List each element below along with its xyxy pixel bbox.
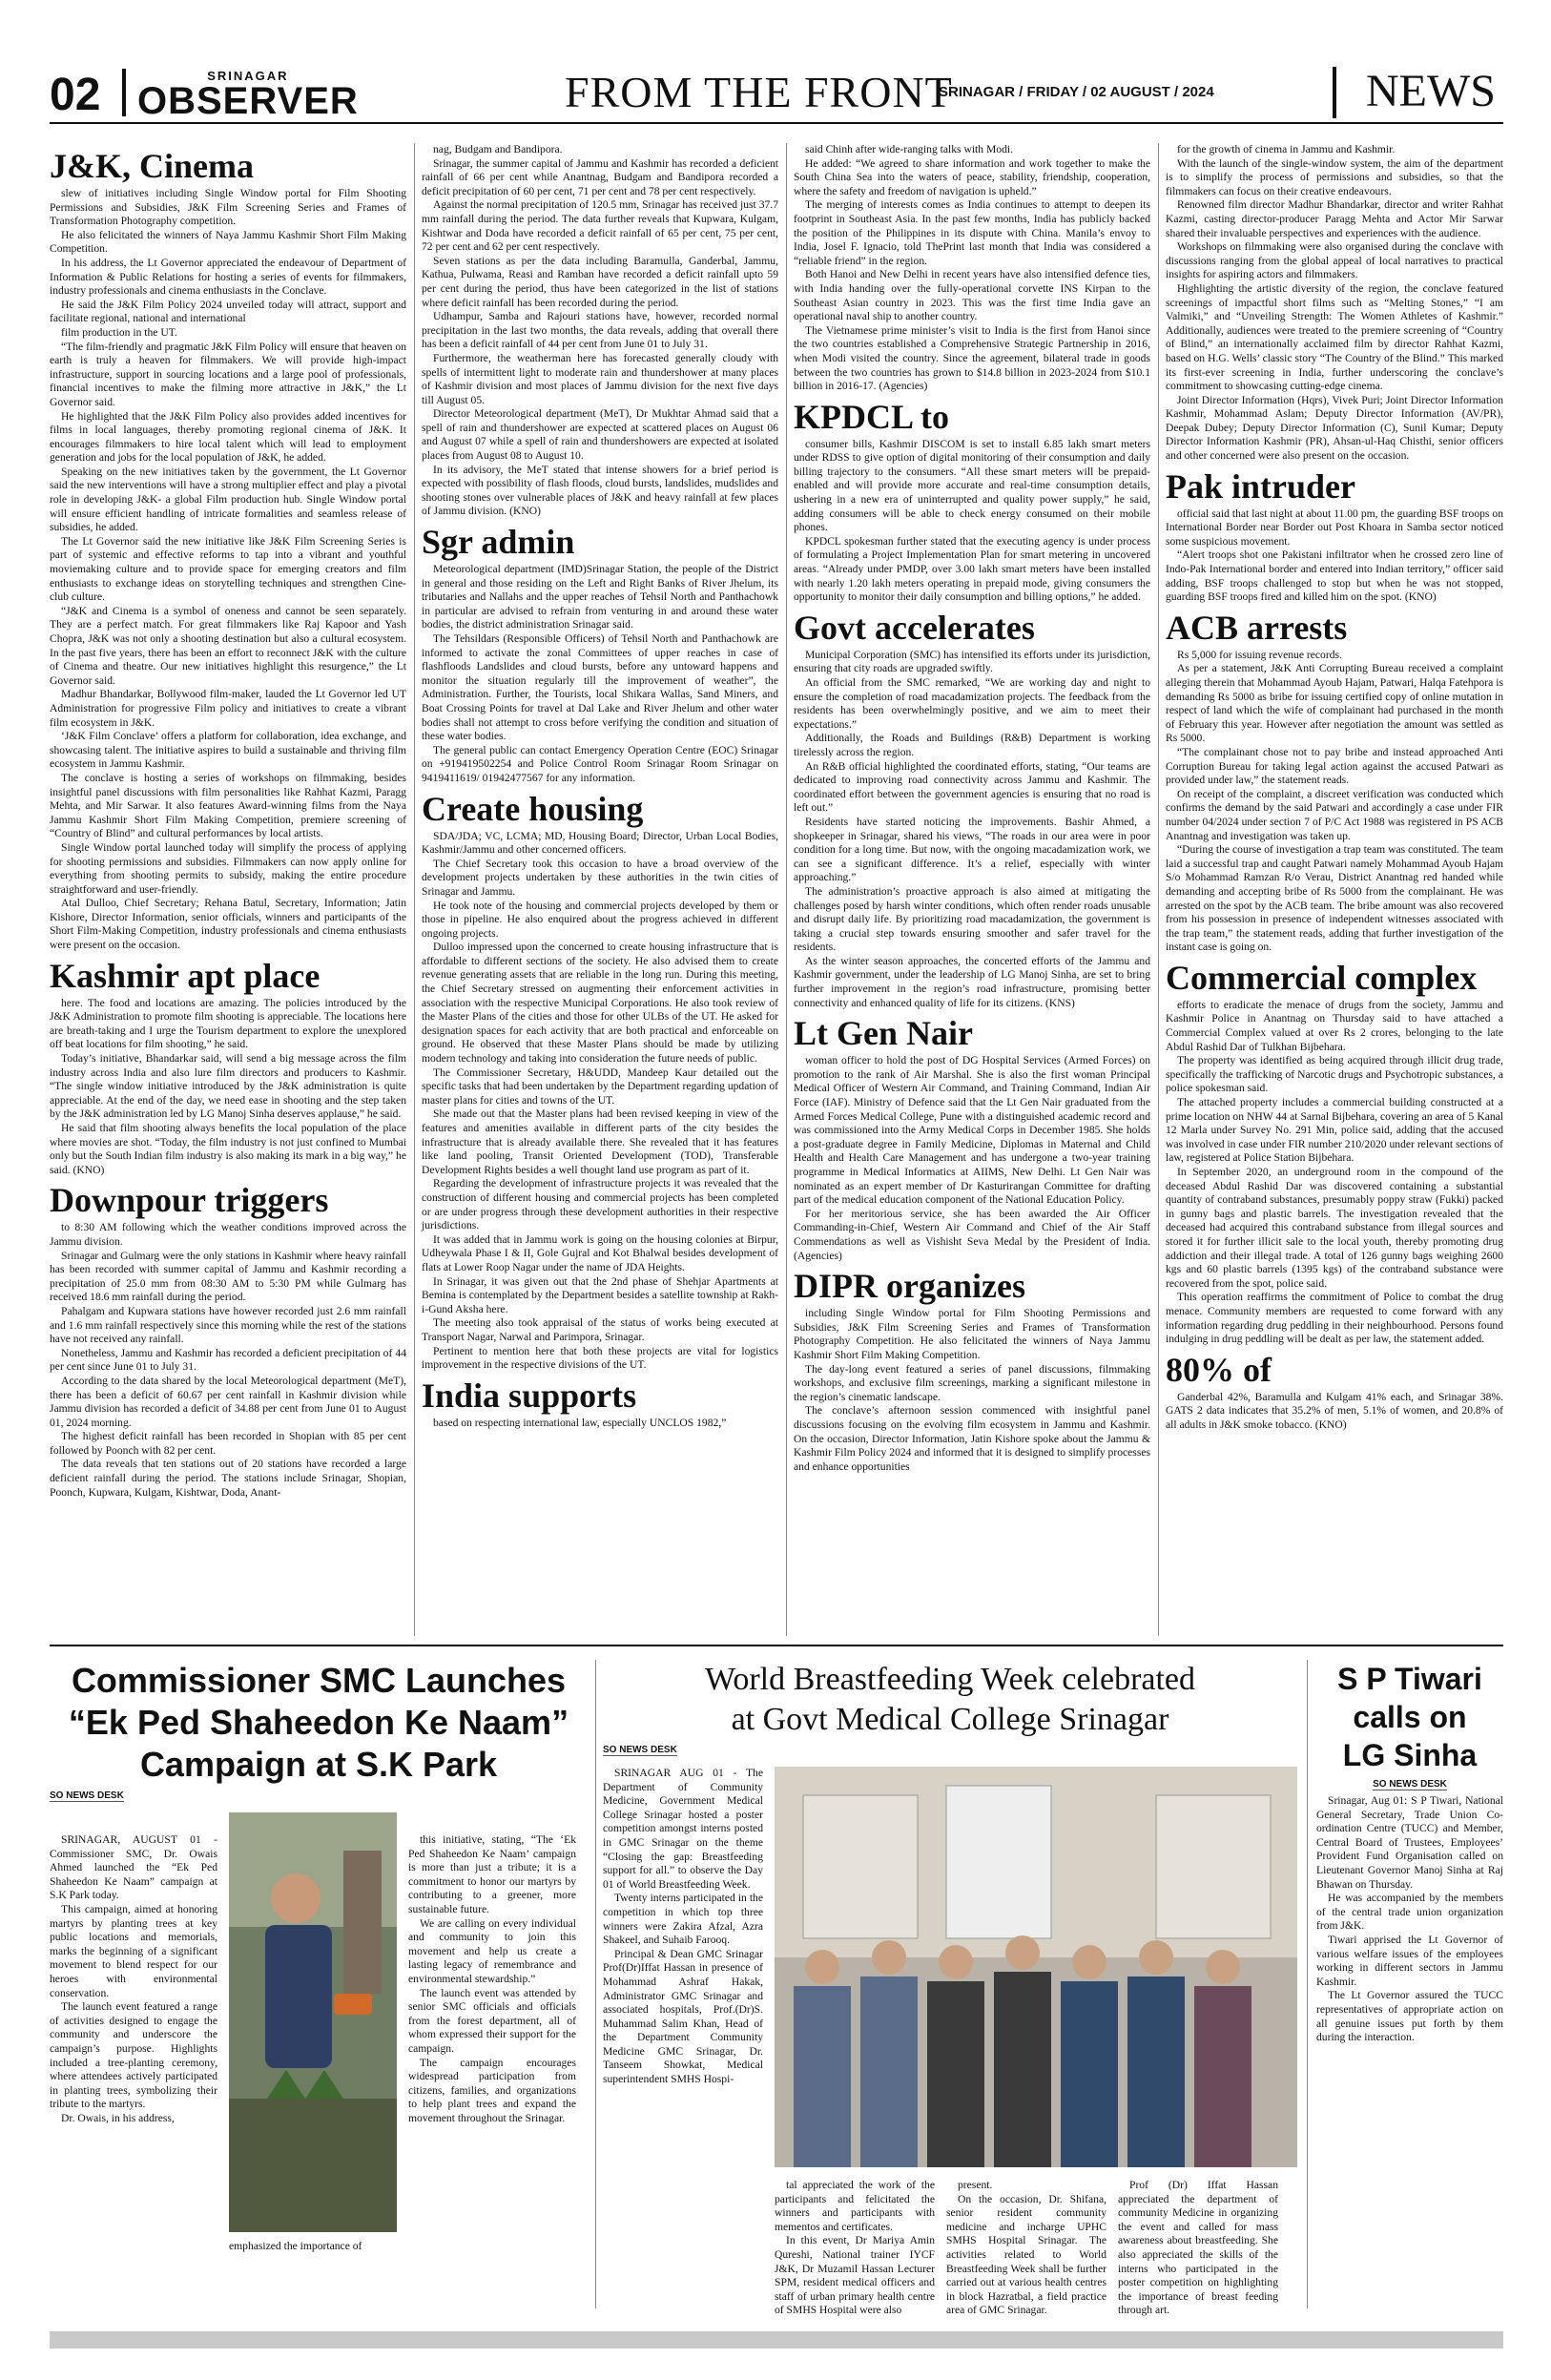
story-paragraph: The Lt Governor assured the TUCC representatives of appropriate action on all genuine issues put forth by them during the interaction. [1316,1989,1503,2044]
story-headline: KPDCL to [794,397,950,436]
story-paragraph: Regarding the development of infrastructure projects it was revealed that the construction of different housing and commercial projects has been completed or are under progress through these development authorities in their respective jurisdictions. [422,1177,778,1232]
story-paragraph: Dr. Owais, in his address, [61,2111,175,2124]
wbw-col-3 [946,2179,1106,2318]
tiwari-body [1316,1794,1503,2045]
dateline: SRINAGAR / FRIDAY / 02 AUGUST / 2024 [939,84,1214,100]
story-paragraph: Joint Director Information (Hqrs), Vivek Puri; Joint Director Information Kashmir, Mohammad Aslam; Deputy Director Information (AV/PR), Deepak Dubey; Deputy Director Information (C), Sunil Kumar; Deputy Director Information Kashmir (PR), Ahsan-ul-Haq Chisthi, senior officers and other concerned were also present on the occasion. [1166,393,1503,463]
story-paragraph: this initiative, stating, “The ‘Ek Ped Shaheedon Ke Naam’ campaign is more than just a tribute; it is a commitment to honor our martyrs by contributing to a greener, more sustainable future. [408,1833,576,1915]
story-paragraph: Pertinent to mention here that both these projects are vital for logistics improvement in the respective divisions of the UT. [422,1344,778,1372]
story-paragraph: “J&K and Cinema is a symbol of oneness and cannot be seen separately. They are a perfect match. For great filmmakers like Raj Kapoor and Yash Chopra, J&K was not only a shooting destination but also a cultural ecosystem. In the past five years, there has been an effort to reconnect J&K with the culture of Cinema and theatre. Our new initiatives highlight this resurgence,” the Lt Governor said. [50,604,406,687]
story-headline: Sgr admin [422,523,575,562]
story-paragraph: Dulloo impressed upon the concerned to create housing infrastructure that is affordable to different sections of the society. He also advised them to create revenue generating assets that are reliable in the long run. During this meeting, the Chief Secretary stressed on augmenting their enforcement activities in association with the respective Municipal Corporations. He also took review of the Master Plans of the cities and those for other ULBs of the UT. He asked for designation spaces for each activity that are both practical and enforceable on ground. He observed that these Master Plans should be made by utilizing modern technology and taking into consideration the future needs of public. [422,941,778,1066]
story-paragraph: Srinagar, Aug 01: S P Tiwari, National General Secretary, Trade Union Co-ordination Centre (TUCC) and Member, Central Board of Trustees, Employees’ Provident Fund Organisation called on Lieutenant Governor Manoj Sinha at Raj Bhawan on Thursday. [1316,1794,1503,1891]
story-paragraph: The conclave is hosting a series of workshops on filmmaking, besides insightful panel discussions with film personalities like Rahhat Kazmi, Paragg Mehta, and Mir Sarwar. It also features Award-winning films from the Naya Jammu Kashmir Short Film Making Competition, premiere screening of “Country of Blind” and cultural performances by local artists. [50,771,406,840]
story-paragraph: Single Window portal launched today will simplify the process of applying for shooting permissions and subsidies. Filmmakers can now apply online for everything from shooting permits to subsidy, making the entire procedure straightforward and user-friendly. [50,840,406,896]
story-headline: Create housing [422,789,644,828]
masthead [50,63,1503,124]
smc-under-photo: emphasized the importance of [229,2240,362,2252]
story-paragraph: Madhur Bhandarkar, Bollywood film-maker, lauded the Lt Governor led UT Administration for progressive Film policy and initiatives to create a vibrant film ecosystem in J&K. [50,688,406,729]
story-paragraph: Today’s initiative, Bhandarkar said, will send a big message across the film industry across India and also lure film directors and producers to Kashmir. “The single window initiative introduced by the J&K administration is quite appreciable. At the end of the day, we need ease in shooting and the step taken by the J&K administration led by LG Manoj Sinha deserves applause,” he said. [50,1052,406,1121]
smc-headline [50,1660,588,1786]
story-paragraph: Against the normal precipitation of 120.5 mm, Srinagar has received just 37.7 mm rainfall during the period. The data further reveals that Kupwara, Kulgam, Kishtwar and Doda have recorded a deficit rainfall of 65 per cent, 75 per cent, 72 per cent and 62 per cent respectively. [422,198,778,254]
divider [122,69,126,116]
story-paragraph: Speaking on the new initiatives taken by the government, the Lt Governor said the new interventions will have a strong multiplier effect and play a pivotal role in developing J&K- a global Film production hub. Single Window portal will ensure efficient handling of intricate formalities and seamless release of subsidies, he added. [50,465,406,534]
story-paragraph: Principal & Dean GMC Srinagar Prof(Dr)Iffat Hassan in presence of Mohammad Ashraf Hakak, Administrator GMC Srinagar and associated hospitals, Prof.(Dr)S. Muhammad Salim Khan, Head of the Department Community Medicine GMC Srinagar, Dr. Tanseem Showkat, Medical superintendent SMHS Hospi- [603,1947,763,2086]
story-paragraph: film production in the UT. [61,325,177,339]
publication-name: OBSERVER [137,80,359,122]
story-paragraph: He added: “We agreed to share information and work together to make the South China Sea into the waters of peace, stability, friendship, cooperation, where the safety and freedom of navigation is upheld.” [794,156,1150,197]
story-paragraph: Pahalgam and Kupwara stations have however recorded just 2.6 mm rainfall and 1.6 mm rainfall respectively since this morning while the rest of the stations have not received any rainfall. [50,1304,406,1346]
headline-line: World Breastfeeding Week celebrated [704,1662,1196,1697]
story-paragraph: In Srinagar, it was given out that the 2nd phase of Shehjar Apartments at Bemina is contemplated by the Department besides a satellite township at Rakh-i-Gund Aksha here. [422,1274,778,1315]
story-paragraph: Meteorological department (IMD)Srinagar Station, the people of the District in general and those residing on the Left and Right Banks of River Jhelum, its tributaries and Nallahs and the upper reaches of Tehsil North and Panthachowk in particular are advised to refrain from venturing in and around these water bodies, the district administration Srinagar said. [422,563,778,631]
story-paragraph: As per a statement, J&K Anti Corrupting Bureau received a complaint alleging therein that Mohammad Ayoub Hajam, Patwari, Halqa Fatehpora is demanding Rs 5000 as bribe for issuing certified copy of online mutation in respect of land which the wife of complainant had purchased in the month of February this year. However after negotiation the amount was settled as Rs 5000. [1166,662,1503,745]
story-paragraph: We are calling on every individual and community to join this movement and help us create a lasting legacy of remembrance and environmental stewardship.” [408,1916,576,1985]
story-paragraph: “The complainant chose not to pay bribe and instead approached Anti Corruption Bureau for taking legal action against the accused Patwari as provided under law,” the statement reads. [1166,745,1503,787]
story-headline: 80% of [1166,1350,1272,1389]
story-paragraph: official said that last night at about 11.00 pm, the guarding BSF troops on International Border near Border out Post Khoara in Samba sector noticed some suspicious movement. [1166,507,1503,548]
story-paragraph: Municipal Corporation (SMC) has intensified its efforts under its jurisdiction, ensuring that city roads are upgraded swiftly. [794,648,1150,675]
story-paragraph: Prof (Dr) Iffat Hassan appreciated the department of community Medicine in organizing the event and called for mass awareness about breastfeeding. She also appreciated the skills of the interns who participated in the poster competition on highlighting the importance of breast feeding through art. [1118,2179,1278,2317]
story-paragraph: For her meritorious service, she has been awarded the Air Officer Commanding-in-Chief, Western Air Command and Chief of the Air Staff Commendations as well as Vishisht Seva Medal by the President of India. (Agencies) [794,1207,1150,1262]
byline: SO NEWS DESK [50,1790,124,1801]
story-paragraph: SRINAGAR, AUGUST 01 - Commissioner SMC, Dr. Owais Ahmed launched the “Ek Ped Shaheedon Ke Naam” campaign at S.K Park today. [50,1833,217,1902]
story-paragraph: nag, Budgam and Bandipora. [433,143,563,155]
column-4 [1166,143,1503,1636]
publication-city: SRINAGAR [207,69,289,83]
story-paragraph: He said the J&K Film Policy 2024 unveiled today will attract, support and facilitate regional, national and international [50,298,406,325]
story-paragraph: On receipt of the complaint, a discreet verification was conducted which confirms the demand by the said Patwari and accordingly a case under FIR number 04/2024 under section 7 of P/C Act 1988 was registered in PS ACB Anantnag and investigation was taken up. [1166,787,1503,842]
story-paragraph: KPDCL spokesman further stated that the executing agency is under process of formulating a Project Implementation Plan for smart metering in uncovered areas. “Already under PMDP, over 3.00 lakh smart meters have been installed with nearly 1.20 lakh meters operating in prepaid mode, giving consumers the opportunity to monitor their daily consumption and billing options,” he added. [794,534,1150,604]
story-paragraph: An R&B official highlighted the coordinated efforts, stating, “Our teams are dedicated to improving road connectivity across Jammu and Kashmir. The coordinated effort between the government agencies is ensuring that no road is left out.” [794,759,1150,815]
story-headline: India supports [422,1376,637,1415]
story-paragraph: “Alert troops shot one Pakistani infiltrator when he crossed zero line of Indo-Pak International border and entered into Indian territory,” officer said adding, BSF troops challenged to stop but when he was not stopped, guarding BSF troops fired and killed him on the spot. (KNO) [1166,548,1503,604]
breastfeeding-story [603,1660,1297,2317]
wbw-headline [603,1660,1297,1740]
story-paragraph: said Chinh after wide-ranging talks with Modi. [805,143,1013,155]
story-paragraph: He highlighted that the J&K Film Policy also provides added incentives for films in local languages, thereby promoting regional cinema of J&K. It encourages filmmakers to hire local talent which will lead to employment generation and jobs for the local population of J&K, he added. [50,409,406,465]
story-paragraph: “During the course of investigation a trap team was constituted. The team laid a successful trap and caught Patwari namely Mohammad Ayoub Hajam S/o Mohammad Ramzan R/o Verau, District Anantnag red handed while demanding and accepting bribe of Rs 5000 from the complainant. He was arrested on the spot by the ACB team. The bribe amount was also recovered from his possession in presence of independent witnesses associated with the trap team,” the statement reads, adding that further investigation of the instant case is going on. [1166,843,1503,954]
story-paragraph: Additionally, the Roads and Buildings (R&B) Department is working tirelessly across the region. [794,732,1150,758]
story-paragraph: Srinagar, the summer capital of Jammu and Kashmir has recorded a deficient rainfall of 66 per cent while Anantnag, Budgam and Bandipora recorded a deficit precipitation of 60 per cent, 71 per cent and 78 per cent respectively. [422,156,778,197]
story-paragraph: This campaign, aimed at honoring martyrs by planting trees at key public locations and memorials, marks the beginning of a significant movement to blend respect for our heroes with environmental conservation. [50,1902,217,1999]
headline-line: Campaign at S.K Park [139,1745,498,1784]
smc-photo [229,1812,397,2232]
group-photo [775,1767,1297,2167]
story-paragraph: to 8:30 AM following which the weather conditions improved across the Jammu division. [50,1221,406,1248]
story-paragraph: “The film-friendly and pragmatic J&K Film Policy will ensure that heaven on earth is truly a heaven for filmmakers. We will provide high-impact infrastructure, support in sourcing locations and a large pool of professionals, financial incentives to make the filming more attractive in J&K,” the Lt Governor said. [50,340,406,408]
column-1 [50,143,406,1636]
smc-story [50,1660,588,2308]
wbw-col-2 [775,2179,935,2318]
story-paragraph: for the growth of cinema in Jammu and Kashmir. [1177,143,1396,155]
story-paragraph: In this event, Dr Mariya Amin Qureshi, National trainer IYCF J&K, Dr Muzamil Hassan Lecturer SPM, resident medical officers and staff of urban primary health centre of SMHS Hospital were also [775,2234,935,2317]
story-headline: ACB arrests [1166,608,1348,647]
story-paragraph: It was added that in Jammu work is going on the housing colonies at Birpur, Udheywala Phase I & II, Gole Gujral and Kot Bhalwal besides development of flats at Lower Roop Nagar under the name of JDA Heights. [422,1232,778,1273]
story-paragraph: This operation reaffirms the commitment of Police to combat the drug menace. Community members are requested to come forward with any information regarding drug peddling in their neighbourhood. Persons found indulging in drug peddling will be dealt as per law, the statement added. [1166,1291,1503,1346]
story-paragraph: The day-long event featured a series of panel discussions, filmmaking workshops, and exclusive film screenings, marking a significant milestone in the region’s cinematic landscape. [794,1362,1150,1403]
headline-line: LG Sinha [1342,1738,1478,1772]
story-paragraph: Renowned film director Madhur Bhandarkar, director and writer Rahhat Kazmi, casting director-producer Paragg Mehta and Actor Mir Sarwar shared their invaluable perspectives and experiences with the audience. [1166,198,1503,239]
story-paragraph: The attached property includes a commercial building constructed at a prime location on NHW 44 at Sarnal Bijbehara, covering an area of 5 Kanal 12 Marla under Survey No. 291 Min, police said, adding that the accused was involved in case under FIR number 210/2020 under relevant sections of law, registered at Police Station Bijbehara. [1166,1096,1503,1165]
story-paragraph: consumer bills, Kashmir DISCOM is set to install 6.85 lakh smart meters under RDSS to give option of digital monitoring of their consumption and daily billing trajectory to the consumers. “All these smart meters will be prepaid-enabled and will provide more accurate and real-time consumption details, ushering in a new era of uninterrupted and quality power supply,” he said, adding consumers will be able to check energy consumed on their mobile phones. [794,437,1150,534]
story-paragraph: woman officer to hold the post of DG Hospital Services (Armed Forces) on promotion to the rank of Air Marshal. She is also the first woman Principal Medical Officer of Western Air Command, and Training Command, Indian Air Force (IAF). Ministry of Defence said that the Lt Gen Nair graduated from the Armed Forces Medical College, Pune with a distinguished academic record and was commissioned into the Army Medical Corps in December 1985. She holds a post-graduate degree in Family Medicine, Diplomas in Maternal and Child Health and Health Care Management and has undergone a two-year training programme in Medical Informatics at AIIMS, New Delhi. Lt Gen Nair was nominated as an expert member of Dr Kasturirangan Committee for drafting part of the medical education component of the National Education Policy. [794,1054,1150,1207]
story-headline: Pak intruder [1166,466,1356,506]
story-paragraph: Tiwari apprised the Lt Governor of various welfare issues of the employees working in different sectors in Jammu Kashmir. [1316,1933,1503,1988]
story-paragraph: He also felicitated the winners of Naya Jammu Kashmir Short Film Making Competition. [50,228,406,256]
story-paragraph: slew of initiatives including Single Window portal for Film Shooting Permissions and Subsidies, J&K Film Screening Series and Frames of Transformation Photography competition. [50,187,406,228]
story-paragraph: Highlighting the artistic diversity of the region, the conclave featured screenings of impactful short films such as “Melting Stones,” “I am Valmiki,” and “Unveiling Strength: The Women Athletes of Kashmir.” Additionally, audiences were treated to the premiere screening of “Country of Blind,” an internationally acclaimed film by director Rahhat Kazmi, based on H.G. Wells’ classic story “The Country of the Blind.” This marked its first-ever screening in India, further underscoring the conclave’s commitment to showcasing cutting-edge cinema. [1166,281,1503,393]
tiwari-story [1316,1660,1503,2308]
story-headline: DIPR organizes [794,1267,1025,1306]
headline-line: “Ek Ped Shaheedon Ke Naam” [68,1703,569,1742]
section-divider [50,1645,1503,1646]
column-rule [595,1660,596,2308]
story-paragraph: based on respecting international law, especially UNCLOS 1982,” [433,1416,727,1429]
headline-line: S P Tiwari [1337,1662,1482,1696]
headline-line: at Govt Medical College Srinagar [731,1702,1169,1737]
story-paragraph: In his address, the Lt Governor appreciated the endeavour of Department of Information & Public Relations for hosting a series of events for filmmakers, industry professionals and cinema enthusiasts in the Conclave. [50,256,406,298]
wbw-col-1 [603,1767,763,2087]
footer-bar [50,2331,1503,2349]
divider [1333,67,1336,118]
column-rule [1307,1660,1308,2308]
story-paragraph: ‘J&K Film Conclave’ offers a platform for collaboration, idea exchange, and showcasing talent. The initiative aspires to build a sustainable and thriving film ecosystem in Jammu Kashmir. [50,730,406,771]
story-paragraph: The launch event featured a range of activities designed to engage the community and underscore the campaign’s purpose. Highlights included a tree-planting ceremony, where attendees actively participated in planting trees, symbolizing their tribute to the martyrs. [50,2000,217,2111]
story-paragraph: Furthermore, the weatherman here has forecasted generally cloudy with spells of intermittent light to moderate rain and thundershower at many places of Kashmir division and most places of Jammu division for the next five days till August 05. [422,351,778,406]
story-headline: Govt accelerates [794,608,1035,647]
column-rule [786,143,787,1636]
story-paragraph: SDA/JDA; VC, LCMA; MD, Housing Board; Director, Urban Local Bodies, Kashmir/Jammu and other concerned officers. [422,829,778,857]
story-paragraph: efforts to eradicate the menace of drugs from the society, Jammu and Kashmir Police in Anantnag on Thursday said to have attached a Commercial Complex valued at over Rs 2 crores, belonging to the late Abdul Rashid Dar of Tulkhan Bijbehara. [1166,998,1503,1053]
wbw-col-4 [1118,2179,1278,2318]
story-paragraph: Director Meteorological department (MeT), Dr Mukhtar Ahmad said that a spell of rain and thundershower are expected at scattered places on August 06 and August 07 while a spell of rain and thundershowers are expected at isolated places from August 08 to August 10. [422,407,778,463]
story-paragraph: He was accompanied by the members of the central trade union organization from J&K. [1316,1892,1503,1933]
story-paragraph: In September 2020, an underground room in the compound of the deceased Abdul Rashid Dar was discovered containing a substantial quantity of contraband substances, presumably poppy straw (Fukki) packed in gunny bags and plastic barrels. The investigation revealed that the deceased had acquired this contraband substance from illegal sources and stored it for further illicit sale to the local youth, thereby promoting drug addiction and their illegal trade. A total of 126 gunny bags weighing 2600 kgs and 60 plastic barrels (1395 kgs) of the contraband substance were recovered from the spot, police said. [1166,1166,1503,1290]
section-title: FROM THE FRONT [565,68,953,116]
story-paragraph: present. [958,2179,993,2191]
story-paragraph: Twenty interns participated in the competition in which top three winners were Zakira Afzal, Azra Shakeel, and Suhaib Farooq. [603,1892,763,1947]
story-headline: Downpour triggers [50,1181,329,1220]
byline: SO NEWS DESK [1373,1779,1447,1790]
story-paragraph: The Tehsildars (Responsible Officers) of Tehsil North and Panthachowk are informed to activate the zonal Committees of upper reaches in case of flashfloods Landslides and cloud bursts, before any untoward happens and monitor the situation regularly till the improvement of weather”, the Administration. Further, the Tourists, local Shikara Wallas, Sand Miners, and Boat Crossing Points for travel at Dal Lake and River Jhelum and other water bodies shall not attempt to cross before verifying the condition and situation of these water bodies. [422,632,778,743]
story-paragraph: The Lt Governor said the new initiative like J&K Film Screening Series is part of systemic and effective reforms to tap into a vibrant and youthful moviemaking culture and to provide space for emerging creators and film enthusiasts to exchange ideas on storytelling techniques and strengthen Cine-club culture. [50,534,406,604]
story-paragraph: Workshops on filmmaking were also organised during the conclave with discussions ranging from the global appeal of local narratives to practical insights for aspiring actors and filmmakers. [1166,240,1503,281]
publication-logo [137,69,359,122]
story-paragraph: Seven stations as per the data including Baramulla, Ganderbal, Jammu, Kathua, Pulwama, Reasi and Ramban have recorded a deficit rainfall upto 59 per cent during the period, thus have been categorized in the list of stations where deficit rainfall has been recorded during the period. [422,254,778,309]
smc-col-1 [50,1833,217,2125]
story-paragraph: Rs 5,000 for issuing revenue records. [1177,648,1342,661]
story-paragraph: The Chief Secretary took this occasion to have a broad overview of the development projects undertaken by these authorities in the twin cities of Srinagar and Jammu. [422,857,778,898]
column-rule [414,143,415,1636]
story-paragraph: He said that film shooting always benefits the local population of the place where movies are shot. “Today, the film industry is not just confined to Mumbai only but the South Indian film industry is also making its mark in a big way,” he said. (KNO) [50,1122,406,1176]
story-paragraph: As the winter season approaches, the concerted efforts of the Jammu and Kashmir government, under the leadership of LG Manoj Sinha, are set to bring further improvement in the region’s road infrastructure, promising better connectivity and enhanced quality of life for its citizens. (KNS) [794,954,1150,1009]
story-paragraph: On the occasion, Dr. Shifana, senior resident community medicine and incharge UPHC SMHS Hospital Srinagar. The activities related to World Breastfeeding Week shall be further carried out at various health centres in block Hazratbal, a field practice area of GMC Srinagar. [946,2192,1106,2317]
story-paragraph: Both Hanoi and New Delhi in recent years have also intensified defence ties, with India handing over the fully-operational corvette INS Kirpan to the Southeast Asian country in 2023. This was the first time India gave an operational naval ship to another country. [794,268,1150,323]
story-paragraph: The conclave’s afternoon session commenced with insightful panel discussions focusing on the evolving film ecosystem in Jammu and Kashmir. On the occasion, Director Information, Jatin Kishore spoke about the Jammu & Kashmir Film Policy 2024 and informed that it is designed to simplify processes and enhance opportunities [794,1404,1150,1473]
story-paragraph: Nonetheless, Jammu and Kashmir has recorded a deficient precipitation of 44 per cent since June 01 to July 31. [50,1346,406,1374]
story-paragraph: The general public can contact Emergency Operation Centre (EOC) Srinagar on +919419502254 and Police Control Room Srinagar Room Srinagar on 9419411619/ 01942477567 for any information. [422,743,778,784]
story-paragraph: here. The food and locations are amazing. The policies introduced by the J&K Administration to promote film shooting is appreciable. The locations here are breath-taking and I urge the Tourism department to explore the unexplored off beat locations for film shooting,” he said. [50,996,406,1051]
story-paragraph: He took note of the housing and commercial projects developed by them or those in pipeline. He also enquired about the progress achieved in different ongoing projects. [422,899,778,940]
story-paragraph: The Commissioner Secretary, H&UDD, Mandeep Kaur detailed out the specific tasks that had been undertaken by the Department regarding updation of master plans for cities and towns of the UT. [422,1066,778,1107]
story-paragraph: Srinagar and Gulmarg were the only stations in Kashmir where heavy rainfall has been recorded with summer capital of Jammu and Kashmir recording a precipitation of 25.0 mm from 08:30 AM to 5:30 PM while Gulmarg has received 18.6 mm rainfall during the period. [50,1249,406,1304]
story-paragraph: The launch event was attended by senior SMC officials and officials from the forest department, all of whom expressed their support for the campaign. [408,1986,576,2055]
story-headline: Kashmir apt place [50,956,321,995]
story-headline: Lt Gen Nair [794,1014,973,1053]
page-number: 02 [50,70,101,120]
byline: SO NEWS DESK [603,1745,677,1755]
story-paragraph: The merging of interests comes as India continues to attempt to deepen its footprint in Southeast Asia. In the past few months, India has publicly backed the position of the Philippines in its dispute with China. Manila’s envoy to India, Josel F. Ignacio, told ThePrint last month that India was considered a “reliable friend” in the region. [794,198,1150,267]
story-paragraph: The Vietnamese prime minister’s visit to India is the first from Hanoi since the two countries established a Comprehensive Strategic Partnership in 2016, when Modi visited the country. Since the agreement, bilateral trade in goods between the two countries has grown to $14.8 billion in 2023-2024 from $10.1 billion in 2016-17. (Agencies) [794,323,1150,393]
column-rule [1158,143,1159,1636]
headline-line: calls on [1353,1700,1467,1734]
wbw-photo [775,1767,1297,2167]
story-paragraph: With the launch of the single-window system, the aim of the department is to simplify the process of permissions and subsidies, so that the filmmakers can focus on their creative endeavours. [1166,156,1503,197]
story-paragraph: According to the data shared by the local Meteorological department (MeT), there has been a deficit of 60.67 per cent rainfall in Kashmir division while Jammu division has recorded a deficit of 34.88 per cent from June 01 to August 01, 2024 morning. [50,1374,406,1429]
section-label: NEWS [1366,66,1496,116]
story-paragraph: Residents have started noticing the improvements. Bashir Ahmed, a shopkeeper in Srinagar, shared his views, “The roads in our area were in poor condition for a long time. But now, with the ongoing macadamization work, we can see a significant difference. It’s a relief, especially with winter approaching.” [794,815,1150,884]
story-paragraph: She made out that the Master plans had been revised keeping in view of the features and amenities available in different parts of the city besides the infrastructure that is already available there. She revealed that it has features like land pooling, Transit Oriented Development (TOD), Transferable Development Rights besides a well thought land use program as part of it. [422,1107,778,1176]
story-paragraph: The highest deficit rainfall has been recorded in Shopian with 85 per cent followed by Poonch with 82 per cent. [50,1430,406,1457]
story-paragraph: An official from the SMC remarked, “We are working day and night to ensure the completion of road macadamization projects. The feedback from the residents has been overwhelmingly positive, and we aim to meet their expectations.” [794,676,1150,731]
column-2 [422,143,778,1636]
story-paragraph: In its advisory, the MeT stated that intense showers for a brief period is expected with possibility of flash floods, cloud bursts, landslides, mudslides and shooting stones over vulnerable places of J&K and heavy rainfall at few places of Jammu division. (KNO) [422,463,778,518]
story-paragraph: tal appreciated the work of the participants and felicitated the winners and participants with mementos and certificates. [775,2179,935,2233]
story-paragraph: Ganderbal 42%, Baramulla and Kulgam 41% each, and Srinagar 38%. GATS 2 data indicates that 35.2% of men, 5.1% of women, and 20.8% of all adults in J&K smoke tobacco. (KNO) [1166,1390,1503,1431]
story-paragraph: Udhampur, Samba and Rajouri stations have, however, recorded normal precipitation in the last two months, the data reveals, adding that overall there has been a deficit rainfall of 44 per cent from June 01 to July 31. [422,310,778,351]
column-3 [794,143,1150,1636]
story-paragraph: The campaign encourages widespread participation from citizens, families, and organizations to help plant trees and expand the movement throughout the Srinagar. [408,2056,576,2124]
smc-col-3 [408,1833,576,2125]
tree-planting-photo [229,1812,397,2232]
story-paragraph: The meeting also took appraisal of the status of works being executed at Transport Nagar, Narwal and Parimpora, Srinagar. [422,1316,778,1343]
story-paragraph: The data reveals that ten stations out of 20 stations have recorded a large deficient rainfall during the period. The stations include Srinagar, Shopian, Poonch, Kupwara, Kulgam, Kishtwar, Doda, Anant- [50,1458,406,1499]
story-paragraph: including Single Window portal for Film Shooting Permissions and Subsidies, J&K Film Screening Series and Frames of Transformation Photography Competition. He also felicitated the winners of Naya Jammu Kashmir Short Film Making Competition. [794,1307,1150,1361]
story-paragraph: SRINAGAR AUG 01 - The Department of Community Medicine, Government Medical College Srinagar hosted a poster competition amongst interns posted in GMC Srinagar on the theme “Closing the gap: Breastfeeding support for all.” to observe the Day 01 of World Breastfeeding Week. [603,1767,763,1891]
story-paragraph: Atal Dulloo, Chief Secretary; Rehana Batul, Secretary, Information; Jatin Kishore, Director Information, senior officials, winners and participants of the Short Film-Making Competition, industry professionals and cinema enthusiasts were present on the occasion. [50,897,406,952]
story-headline: J&K, Cinema [50,147,254,185]
story-paragraph: The administration’s proactive approach is also aimed at mitigating the challenges posed by harsh winter conditions, which often render roads unusable and disrupt daily life. By prioritizing road macadamization, the government is taking a crucial step towards ensuring smoother and safer travel for the residents. [794,884,1150,954]
headline-line: Commissioner SMC Launches [71,1661,567,1700]
tiwari-headline [1316,1660,1503,1774]
story-paragraph: The property was identified as being acquired through illicit drug trade, specifically the trafficking of Narcotic drugs and Psychotropic substances, a police spokesman said. [1166,1054,1503,1095]
story-headline: Commercial complex [1166,958,1478,997]
